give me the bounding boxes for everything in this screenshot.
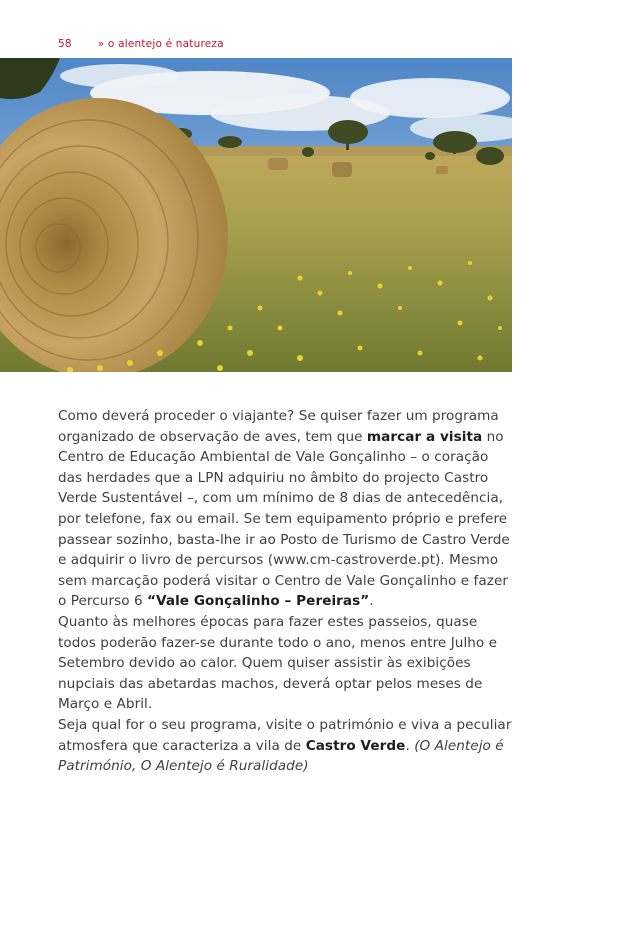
highlight-castro-verde: Castro Verde (305, 737, 406, 754)
paragraph-1: Como deverá proceder o viajante? Se quiser fazer um programa organizado de observação de aves, tem que marcar a visita no Centro de Educação Ambiental de Vale Gonçalinho – o coração das herdades que a LPN adquiriu no âmbito do projecto Castro Verde Sustentável –, com um mínimo de 8 dias de antecedência, por telefone, fax ou email. Se tem equipamento próprio e prefere passear sozinho, basta-lhe ir ao Posto de Turismo de Castro Verde e adquirir o livro de percursos (www.cm-castroverde.pt). Mesmo sem marcação poderá visitar o Centro de Vale Gonçalinho e fazer o Percurso 6 “Vale Gonçalinho – Pereiras”. (58, 408, 510, 610)
page-header (58, 38, 224, 50)
section-title: » o alentejo é natureza (97, 38, 224, 50)
highlight-marcar-a-visita: marcar a visita (366, 428, 483, 445)
highlight-vale-goncalinho: “Vale Gonçalinho – Pereiras” (147, 593, 370, 610)
article-body (58, 406, 516, 777)
paragraph-3: Seja qual for o seu programa, visite o património e viva a peculiar atmosfera que caracteriza a vila de Castro Verde. (O Alentejo é Património, O Alentejo é Ruralidade) (58, 716, 512, 775)
hay-bale-photo (0, 58, 512, 372)
paragraph-2: Quanto às melhores épocas para fazer estes passeios, quase todos poderão fazer-se durante todo o ano, menos entre Julho e Setembro devido ao calor. Quem quiser assistir às exibições nupciais das abetardas machos, deverá optar pelos meses de Março e Abril. (58, 613, 498, 713)
page-number: 58 (58, 38, 72, 50)
italic-citation: (O Alentejo é Património, O Alentejo é Ruralidade) (58, 737, 504, 775)
